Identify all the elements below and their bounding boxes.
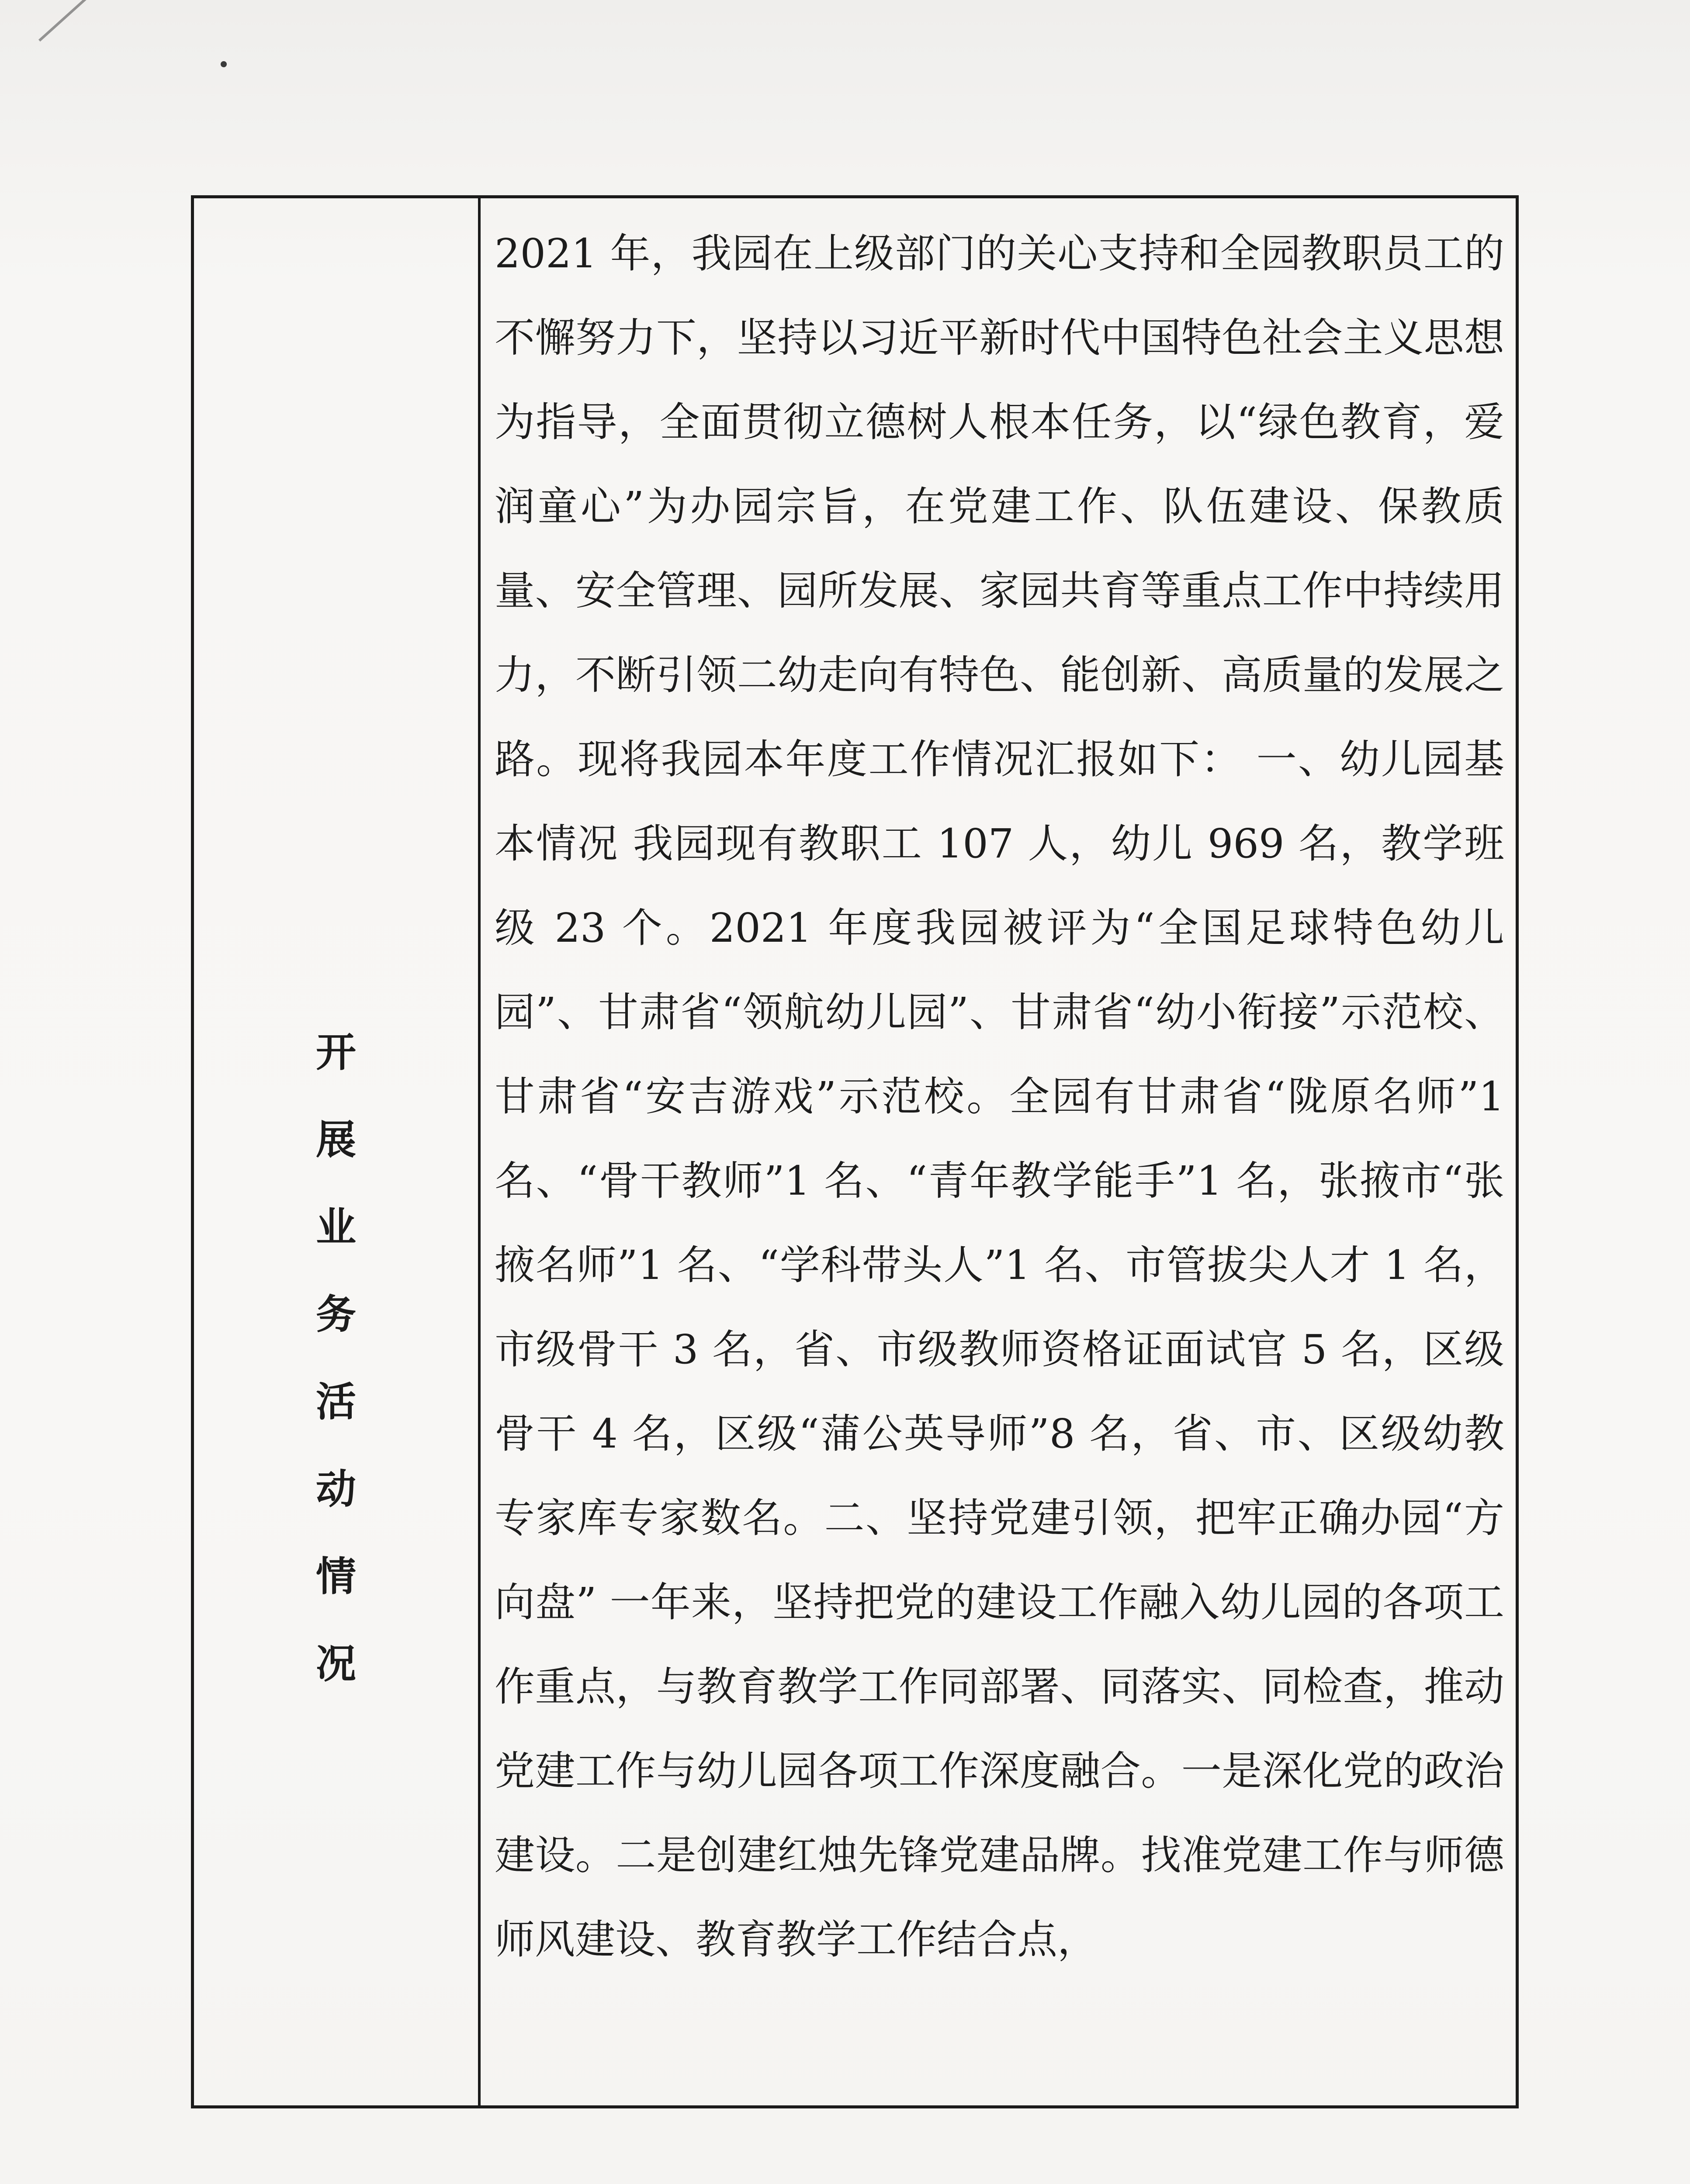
scan-artifact-dot (221, 61, 227, 67)
form-table (191, 195, 1519, 2108)
activity-report-text: 2021 年，我园在上级部门的关心支持和全园教职员工的不懈努力下，坚持以习近平新时代中国特色社会主义思想为指导，全面贯彻立德树人根本任务，以“绿色教育，爱润童心”为办园宗旨，在党建工作、队伍建设、保教质量、安全管理、园所发展、家园共育等重点工作中持续用力，不断引领二幼走向有特色、能创新、高质量的发展之路。现将我园本年度工作情况汇报如下： 一、幼儿园基本情况 我园现有教职工 107 人，幼儿 969 名，教学班级 23 个。2021 年度我园被评为“全国足球特色幼儿园”、甘肃省“领航幼儿园”、甘肃省“幼小衔接”示范校、甘肃省“安吉游戏”示范校。全园有甘肃省“陇原名师”1 名、“骨干教师”1 名、“青年教学能手”1 名，张掖市“张掖名师”1 名、“学科带头人”1 名、市管拔尖人才 1 名，市级骨干 3 名，省、市级教师资格证面试官 5 名，区级骨干 4 名，区级“蒲公英导师”8 名，省、市、区级幼教专家库专家数名。二、坚持党建引领，把牢正确办园“方向盘” 一年来，坚持把党的建设工作融入幼儿园的各项工作重点，与教育教学工作同部署、同落实、同检查，推动党建工作与幼儿园各项工作深度融合。一是深化党的政治建设。二是创建红烛先锋党建品牌。找准党建工作与师德师风建设、教育教学工作结合点， (495, 230, 1504, 1963)
label-char: 情 (315, 1553, 356, 1600)
label-char: 业 (315, 1203, 356, 1251)
label-char: 展 (315, 1116, 356, 1163)
label-char: 动 (315, 1465, 356, 1513)
label-cell (194, 198, 478, 2105)
content-cell (481, 198, 1516, 2105)
label-char: 况 (315, 1640, 356, 1687)
label-char: 活 (315, 1378, 356, 1425)
row-label (194, 1009, 478, 1707)
label-char: 务 (315, 1291, 356, 1338)
label-char: 开 (315, 1029, 356, 1076)
